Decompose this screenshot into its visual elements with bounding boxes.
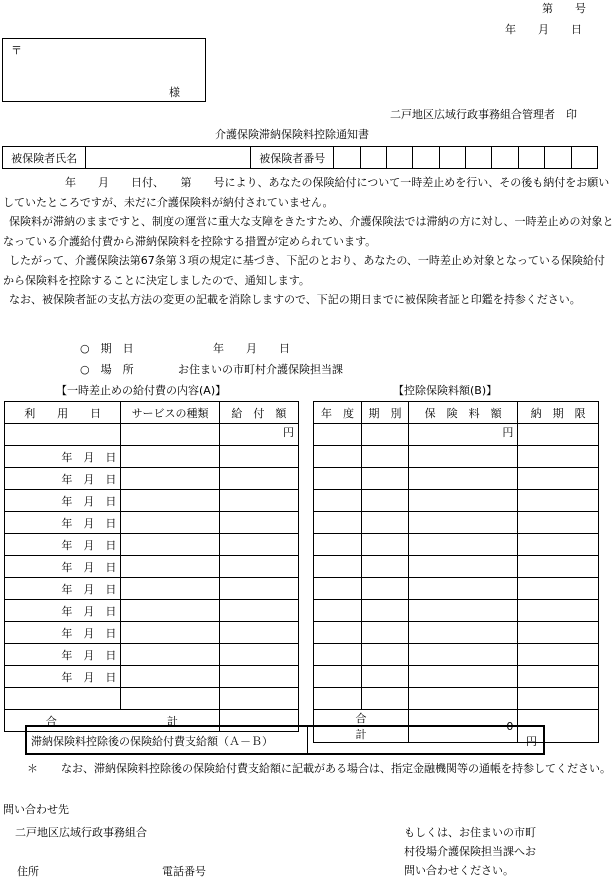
page-title: 介護保険滞納保険料控除通知書	[215, 128, 369, 141]
premium-amount-cell[interactable]	[408, 512, 517, 534]
service-type-cell[interactable]	[121, 512, 219, 534]
period-cell[interactable]	[361, 490, 408, 512]
table-row	[314, 512, 599, 534]
period-cell[interactable]	[361, 424, 408, 446]
benefit-amount-cell[interactable]	[219, 446, 298, 468]
service-type-cell[interactable]	[121, 644, 219, 666]
benefit-amount-cell[interactable]	[219, 666, 298, 688]
fiscal-year-cell[interactable]	[314, 446, 362, 468]
table-b-total-value: 0	[408, 710, 517, 743]
table-b-title: 【控除保険料額(B)】	[393, 384, 498, 397]
benefit-amount-cell[interactable]: 円	[219, 424, 298, 446]
premium-amount-cell[interactable]	[408, 688, 517, 710]
table-row	[5, 534, 299, 556]
body-paragraph-3: したがって、介護保険法第67条第３項の規定に基づき、下記のとおり、あなたの、一時差止め対象となっている保険給付から保険料を控除することに決定しましたので、通知します。	[3, 254, 605, 287]
insured-name-label: 被保険者氏名	[3, 147, 86, 169]
due-date-cell[interactable]	[518, 556, 599, 578]
col-header-period: 期 別	[361, 402, 408, 424]
table-row	[314, 688, 599, 710]
fiscal-year-cell[interactable]	[314, 468, 362, 490]
due-date-cell[interactable]	[518, 600, 599, 622]
insured-number-digit[interactable]	[413, 147, 439, 169]
insured-info-table	[2, 146, 598, 169]
address-box[interactable]	[2, 38, 206, 102]
due-date-cell[interactable]	[518, 578, 599, 600]
use-date-cell[interactable]: 年 月 日	[5, 512, 121, 534]
body-paragraph-2: 保険料が滞納のままですと、制度の運営に重大な支障をきたすため、介護保険法では滞納の方に対し、一時差止めの対象となっている介護給付費から滞納保険料を控除する措置が定められています。	[3, 215, 614, 248]
benefit-amount-cell[interactable]	[219, 512, 298, 534]
table-row	[314, 622, 599, 644]
due-date-value: 年 月 日	[213, 342, 290, 355]
table-row	[314, 644, 599, 666]
honorific-sama: 様	[169, 86, 180, 99]
table-row	[314, 578, 599, 600]
period-cell[interactable]	[361, 666, 408, 688]
fiscal-year-cell[interactable]	[314, 578, 362, 600]
insured-name-field[interactable]	[86, 147, 251, 169]
premium-amount-cell[interactable]: 円	[408, 424, 517, 446]
use-date-cell[interactable]: 年 月 日	[5, 644, 121, 666]
fiscal-year-cell[interactable]	[314, 600, 362, 622]
period-cell[interactable]	[361, 446, 408, 468]
due-date-cell[interactable]	[518, 534, 599, 556]
fiscal-year-cell[interactable]	[314, 556, 362, 578]
table-row	[314, 666, 599, 688]
insured-number-digit[interactable]	[492, 147, 518, 169]
table-row	[5, 490, 299, 512]
service-type-cell[interactable]	[121, 666, 219, 688]
use-date-cell[interactable]: 年 月 日	[5, 446, 121, 468]
benefit-amount-cell[interactable]	[219, 556, 298, 578]
due-date-cell[interactable]	[518, 490, 599, 512]
period-cell[interactable]	[361, 578, 408, 600]
col-header-service-type: サービスの種類	[121, 402, 219, 424]
due-date-cell[interactable]	[518, 424, 599, 446]
table-row	[5, 556, 299, 578]
period-cell[interactable]	[361, 556, 408, 578]
place-label: ○ 場 所	[80, 363, 134, 376]
contact-alt-line-2: 村役場介護保険担当課へお	[404, 845, 536, 858]
table-row	[314, 446, 599, 468]
insured-number-digit[interactable]	[518, 147, 544, 169]
premium-amount-cell[interactable]	[408, 600, 517, 622]
use-date-cell[interactable]: 年 月 日	[5, 490, 121, 512]
contact-alt-line-3: 問い合わせください。	[404, 864, 514, 877]
table-row	[5, 424, 299, 446]
premium-amount-cell[interactable]	[408, 578, 517, 600]
table-row	[5, 622, 299, 644]
contact-organization: 二戸地区広域行政事務組合	[15, 826, 147, 839]
table-row-cell[interactable]	[219, 688, 298, 710]
table-row-cell[interactable]	[121, 688, 219, 710]
table-row	[5, 446, 299, 468]
use-date-cell[interactable]: 年 月 日	[5, 556, 121, 578]
table-row	[5, 578, 299, 600]
use-date-cell[interactable]: 年 月 日	[5, 600, 121, 622]
document-number: 第 号	[542, 2, 586, 15]
premium-amount-cell[interactable]	[408, 446, 517, 468]
use-date-cell[interactable]	[5, 424, 121, 446]
insured-number-digit[interactable]	[360, 147, 386, 169]
due-date-label: ○ 期 日	[80, 342, 134, 355]
period-cell[interactable]	[361, 534, 408, 556]
benefit-amount-cell[interactable]	[219, 622, 298, 644]
period-cell[interactable]	[361, 600, 408, 622]
table-row	[5, 468, 299, 490]
col-header-premium-amount: 保 険 料 額	[408, 402, 517, 424]
table-row	[5, 600, 299, 622]
table-row	[5, 512, 299, 534]
use-date-cell[interactable]: 年 月 日	[5, 578, 121, 600]
premium-amount-cell[interactable]	[408, 622, 517, 644]
service-type-cell[interactable]	[121, 534, 219, 556]
benefit-amount-cell[interactable]	[219, 578, 298, 600]
postal-mark: 〒	[11, 44, 22, 57]
col-header-due-date: 納 期 限	[518, 402, 599, 424]
premium-amount-cell[interactable]	[408, 468, 517, 490]
period-cell[interactable]	[361, 468, 408, 490]
fiscal-year-cell[interactable]	[314, 424, 362, 446]
use-date-cell[interactable]: 年 月 日	[5, 534, 121, 556]
period-cell[interactable]	[361, 512, 408, 534]
due-date-cell[interactable]	[518, 622, 599, 644]
payment-amount-label: 滞納保険料控除後の保険給付費支給額（Ａ－Ｂ）	[31, 735, 273, 748]
fiscal-year-cell[interactable]	[314, 512, 362, 534]
service-type-cell[interactable]	[121, 578, 219, 600]
due-date-cell[interactable]	[518, 468, 599, 490]
place-value: お住まいの市町村介護保険担当課	[178, 363, 343, 376]
table-row	[314, 600, 599, 622]
period-cell[interactable]	[361, 622, 408, 644]
table-row	[314, 534, 599, 556]
document-date: 年 月 日	[505, 23, 582, 36]
due-date-cell[interactable]	[518, 688, 599, 710]
table-row	[314, 468, 599, 490]
table-a-total-label: 合 計	[5, 710, 220, 732]
insured-number-digit[interactable]	[545, 147, 571, 169]
premium-amount-cell[interactable]	[408, 490, 517, 512]
use-date-cell[interactable]: 年 月 日	[5, 468, 121, 490]
payment-amount-unit: 円	[526, 735, 537, 748]
insured-number-digit[interactable]	[571, 147, 597, 169]
benefit-amount-cell[interactable]	[219, 644, 298, 666]
note-text: なお、滞納保険料控除後の保険給付費支給額に記載がある場合は、指定金融機関等の通帳を持参してください。	[61, 762, 611, 775]
benefit-amount-cell[interactable]	[219, 534, 298, 556]
due-date-cell[interactable]	[518, 644, 599, 666]
benefit-amount-cell[interactable]	[219, 600, 298, 622]
table-row	[314, 556, 599, 578]
body-paragraph-4: なお、被保険者証の支払方法の変更の記載を消除しますので、下記の期日までに被保険者証と印鑑を持参ください。	[9, 293, 581, 306]
table-row	[5, 666, 299, 688]
fiscal-year-cell[interactable]	[314, 644, 362, 666]
use-date-cell[interactable]: 年 月 日	[5, 622, 121, 644]
service-type-cell[interactable]	[121, 468, 219, 490]
benefit-amount-cell[interactable]	[219, 468, 298, 490]
insured-number-digit[interactable]	[466, 147, 492, 169]
due-date-cell[interactable]	[518, 666, 599, 688]
table-row	[5, 644, 299, 666]
service-type-cell[interactable]	[121, 556, 219, 578]
service-type-cell[interactable]	[121, 446, 219, 468]
insured-number-digit[interactable]	[439, 147, 465, 169]
fiscal-year-cell[interactable]	[314, 666, 362, 688]
period-cell[interactable]	[361, 644, 408, 666]
fiscal-year-cell[interactable]	[314, 534, 362, 556]
col-header-benefit-amount: 給 付 額	[219, 402, 298, 424]
insured-number-label: 被保険者番号	[251, 147, 334, 169]
body-paragraph-1: 年 月 日付、 第 号により、あなたの保険給付について一時差止めを行い、その後も納付をお願いしていたところですが、未だに介護保険料が納付されていません。	[3, 176, 610, 209]
due-date-cell[interactable]	[518, 446, 599, 468]
benefit-amount-cell[interactable]	[219, 490, 298, 512]
premium-amount-cell[interactable]	[408, 644, 517, 666]
contact-phone-label: 電話番号	[162, 865, 206, 878]
use-date-cell[interactable]: 年 月 日	[5, 666, 121, 688]
col-header-fiscal-year: 年 度	[314, 402, 362, 424]
period-cell[interactable]	[361, 688, 408, 710]
benefit-suspension-table	[4, 401, 299, 732]
fiscal-year-cell[interactable]	[314, 622, 362, 644]
contact-address-label: 住所	[17, 865, 39, 878]
table-row-cell[interactable]	[5, 688, 121, 710]
note-asterisk: ＊	[27, 762, 38, 775]
table-row	[314, 490, 599, 512]
insured-number-digit[interactable]	[387, 147, 413, 169]
table-b-total-label: 合 計	[314, 710, 409, 743]
table-a-title: 【一時差止めの給付費の内容(A)】	[56, 384, 227, 397]
service-type-cell[interactable]	[121, 622, 219, 644]
premium-amount-cell[interactable]	[408, 666, 517, 688]
fiscal-year-cell[interactable]	[314, 490, 362, 512]
fiscal-year-cell[interactable]	[314, 688, 362, 710]
table-row	[314, 424, 599, 446]
payment-amount-box	[25, 725, 545, 755]
col-header-use-date: 利 用 日	[5, 402, 121, 424]
insured-number-digit[interactable]	[334, 147, 360, 169]
contact-alt-line-1: もしくは、お住まいの市町	[404, 826, 536, 839]
payment-box-divider	[307, 725, 308, 755]
premium-amount-cell[interactable]	[408, 556, 517, 578]
due-date-cell[interactable]	[518, 512, 599, 534]
contact-heading: 問い合わせ先	[3, 803, 69, 816]
service-type-cell[interactable]	[121, 600, 219, 622]
service-type-cell[interactable]	[121, 490, 219, 512]
deducted-premium-table	[313, 401, 599, 743]
service-type-cell[interactable]	[121, 424, 219, 446]
issuer-line: 二戸地区広域行政事務組合管理者 印	[390, 108, 577, 121]
premium-amount-cell[interactable]	[408, 534, 517, 556]
